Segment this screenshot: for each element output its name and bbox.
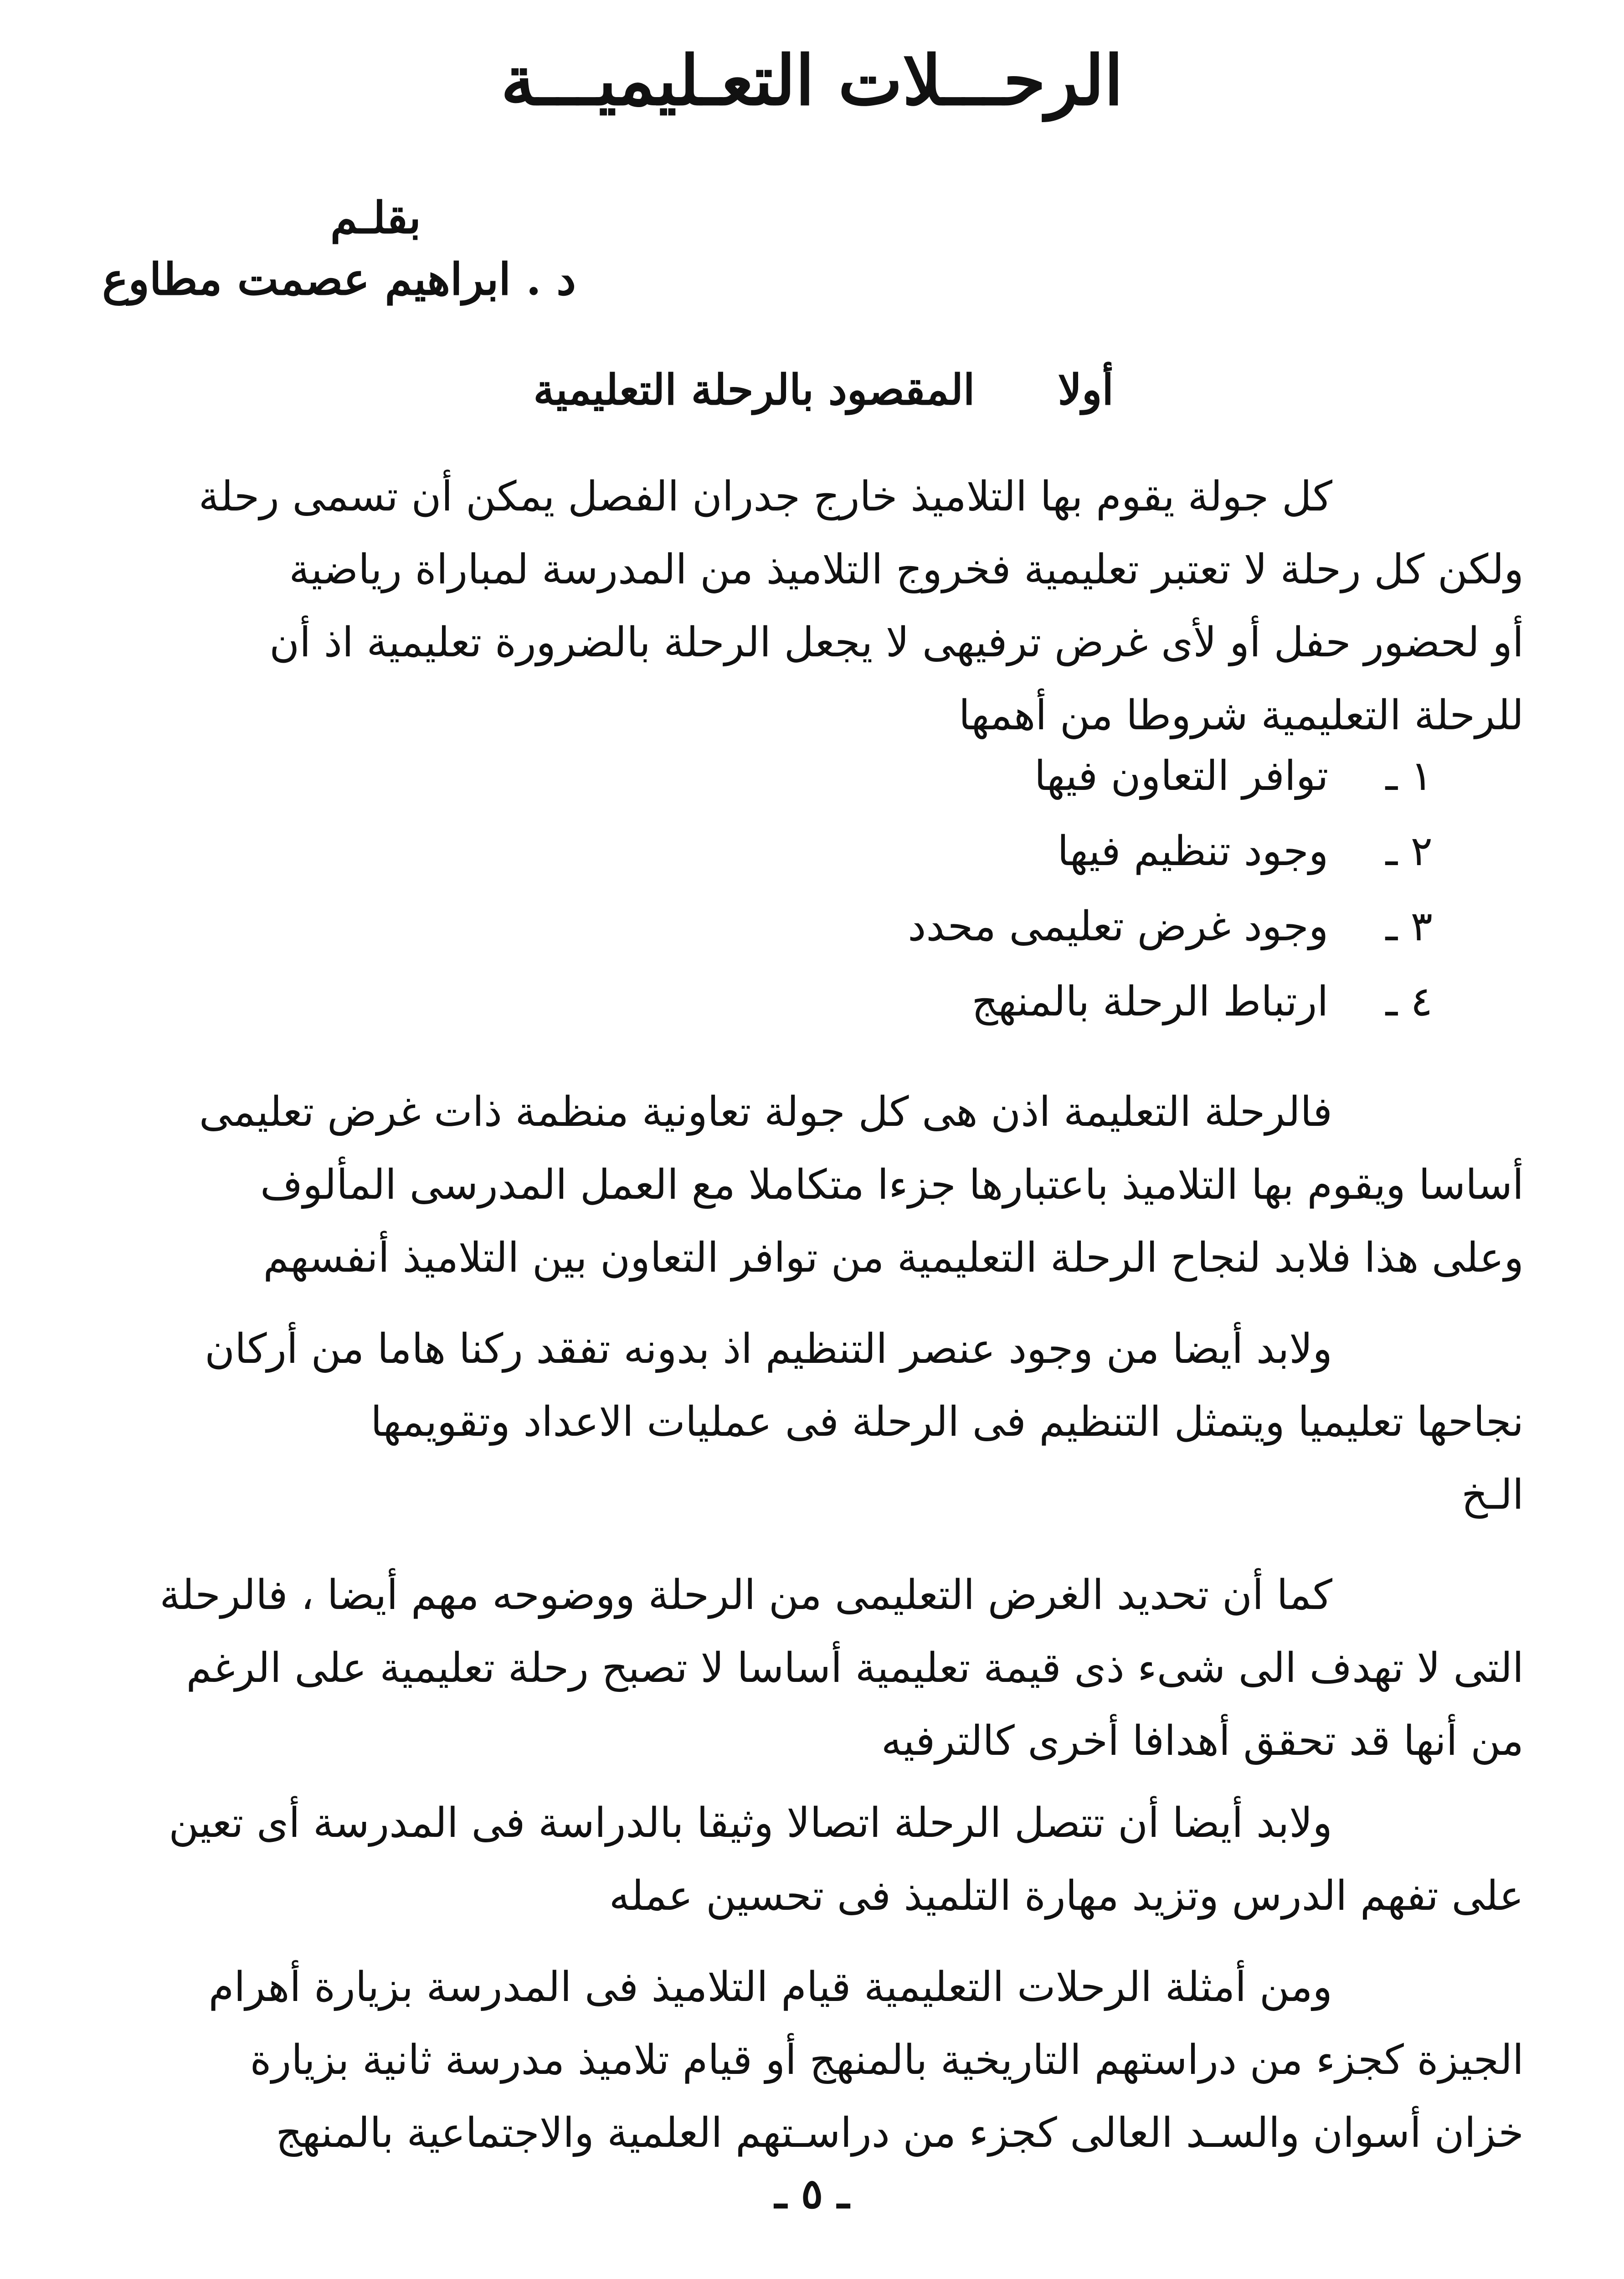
paragraph-line: أساسا ويقوم بها التلاميذ باعتبارها جزءا متكاملا مع العمل المدرسى المألوف	[260, 1161, 1524, 1209]
list-item	[157, 738, 1433, 814]
paragraph-line: التى لا تهدف الى شىء ذى قيمة تعليمية أساسا لا تصبح رحلة تعليمية على الرغم	[186, 1644, 1524, 1692]
list-item-number: ٢ ـ	[1385, 827, 1433, 875]
paragraph-line: ومن أمثلة الرحلات التعليمية قيام التلاميذ فى المدرسة بزيارة أهرام	[208, 1963, 1332, 2011]
paragraph-curriculum	[102, 1787, 1524, 1933]
section-number: أولا	[1058, 365, 1114, 414]
paragraph-line: كما أن تحديد الغرض التعليمى من الرحلة ووضوحه مهم أيضا ، فالرحلة	[159, 1571, 1332, 1619]
paragraph-line: ولابد أيضا أن تتصل الرحلة اتصالا وثيقا بالدراسة فى المدرسة أى تعين	[169, 1799, 1332, 1847]
paragraph-organization	[102, 1313, 1524, 1531]
list-item	[157, 889, 1433, 964]
section-title: المقصود بالرحلة التعليمية	[533, 365, 975, 414]
list-item-text: وجود غرض تعليمى محدد	[908, 902, 1329, 950]
list-item-text: وجود تنظيم فيها	[1057, 827, 1329, 875]
paragraph-line: ولكن كل رحلة لا تعتبر تعليمية فخروج التلاميذ من المدرسة لمباراة رياضية	[289, 546, 1524, 593]
byline-label: بقلـم	[330, 192, 421, 243]
list-item	[157, 814, 1433, 889]
author-name: د . ابراهيم عصمت مطاوع	[102, 253, 576, 305]
paragraph-definition	[102, 1076, 1524, 1294]
page-number: ـ ٥ ـ	[775, 2170, 849, 2218]
list-item-text: ارتباط الرحلة بالمنهج	[971, 978, 1329, 1026]
paragraph-line: نجاحها تعليميا ويتمثل التنظيم فى الرحلة فى عمليات الاعداد وتقويمها	[370, 1398, 1524, 1446]
paragraph-line: الـخ	[1461, 1471, 1524, 1519]
paragraph-line: من أنها قد تحقق أهدافا أخرى كالترفيه	[881, 1717, 1524, 1765]
paragraph-line: على تفهم الدرس وتزيد مهارة التلميذ فى تحسين عمله	[609, 1872, 1524, 1920]
page-title: الرحـــلات التعـليميـــة	[501, 41, 1123, 121]
conditions-list	[157, 738, 1433, 1039]
paragraph-line: للرحلة التعليمية شروطا من أهمها	[958, 691, 1524, 739]
list-item-number: ٤ ـ	[1385, 978, 1433, 1026]
paragraph-line: خزان أسوان والسـد العالى كجزء من دراسـتهم العلمية والاجتماعية بالمنهج	[276, 2109, 1524, 2157]
section-heading	[534, 365, 1114, 415]
list-item-number: ١ ـ	[1385, 752, 1433, 800]
paragraph-examples	[102, 1951, 1524, 2170]
paragraph-line: ولابد أيضا من وجود عنصر التنظيم اذ بدونه تفقد ركنا هاما من أركان	[205, 1325, 1332, 1373]
paragraph-intro	[102, 460, 1524, 752]
paragraph-purpose	[102, 1559, 1524, 1778]
list-item-text: توافر التعاون فيها	[1034, 752, 1329, 800]
list-item	[157, 964, 1433, 1039]
paragraph-line: كل جولة يقوم بها التلاميذ خارج جدران الفصل يمكن أن تسمى رحلة	[198, 473, 1332, 521]
list-item-number: ٣ ـ	[1385, 902, 1433, 950]
paragraph-line: وعلى هذا فلابد لنجاح الرحلة التعليمية من توافر التعاون بين التلاميذ أنفسهم	[263, 1234, 1524, 1282]
paragraph-line: الجيزة كجزء من دراستهم التاريخية بالمنهج أو قيام تلاميذ مدرسة ثانية بزيارة	[250, 2036, 1524, 2084]
paragraph-line: فالرحلة التعليمة اذن هى كل جولة تعاونية منظمة ذات غرض تعليمى	[199, 1088, 1332, 1136]
paragraph-line: أو لحضور حفل أو لأى غرض ترفيهى لا يجعل الرحلة بالضرورة تعليمية اذ أن	[269, 619, 1524, 666]
